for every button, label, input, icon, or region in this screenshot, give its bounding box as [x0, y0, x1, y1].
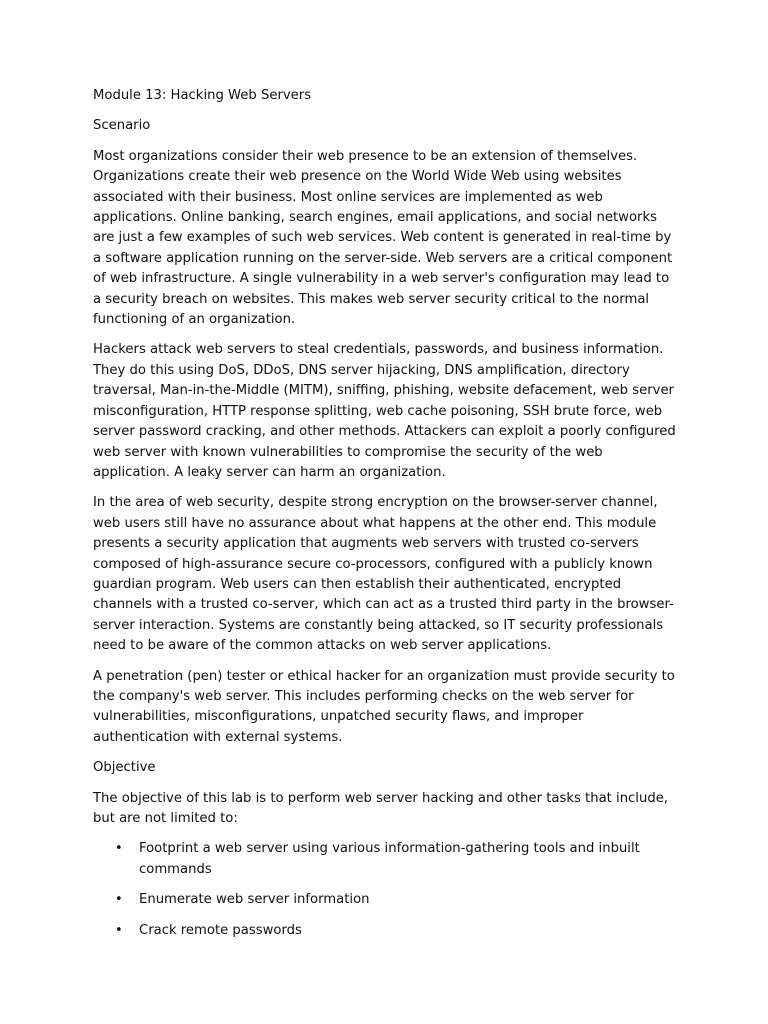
objective-intro: The objective of this lab is to perform web server hacking and other tasks that include, but are not limited to:: [93, 790, 669, 826]
list-item-text: Footprint a web server using various information-gathering tools and inbuilt commands: [139, 841, 640, 877]
objective-heading: Objective: [93, 760, 156, 776]
bullet-icon: •: [115, 922, 123, 938]
list-item: [93, 839, 678, 880]
list-item: [93, 890, 678, 910]
objective-list: [93, 839, 678, 941]
scenario-paragraph: Most organizations consider their web presence to be an extension of themselves. Organizations create their web presence on the World Wide Web using websites associated with their business. Most online services are implemented as web applications. Online banking, search engines, email applications, and social networks are just a few examples of such web services. Web content is generated in real-time by a software application running on the server-side. Web servers are a critical component of web infrastructure. A single vulnerability in a web server's configuration may lead to a security breach on websites. This makes web server security critical to the normal functioning of an organization.: [93, 148, 673, 328]
list-item: [93, 921, 678, 941]
module-title: Module 13: Hacking Web Servers: [93, 88, 312, 103]
scenario-paragraph: In the area of web security, despite strong encryption on the browser-server channel, web users still have no assurance about what happens at the other end. This module presents a security application that augments web servers with trusted co-servers composed of high-assurance secure co-processors, configured with a publicly known guardian program. Web users can then establish their authenticated, encrypted channels with a trusted co-server, which can act as a trusted third party in the browser-server interaction. Systems are constantly being attacked, so IT security professionals need to be aware of the common attacks on web server applications.: [93, 495, 674, 654]
scenario-heading: Scenario: [93, 118, 151, 134]
scenario-paragraph: A penetration (pen) tester or ethical hacker for an organization must provide security to the company's web server. This includes performing checks on the web server for vulnerabilities, misconfigurations, unpatched security flaws, and improper authentication with external systems.: [93, 668, 675, 745]
document-body: [93, 86, 678, 951]
scenario-paragraph: Hackers attack web servers to steal credentials, passwords, and business information. They do this using DoS, DDoS, DNS server hijacking, DNS amplification, directory traversal, Man-in-the-Middle (MITM), sniffing, phishing, website defacement, web server misconfiguration, HTTP response splitting, web cache poisoning, SSH brute force, web server password cracking, and other methods. Attackers can exploit a poorly configured web server with known vulnerabilities to compromise the security of the web application. A leaky server can harm an organization.: [93, 342, 676, 480]
list-item-text: Enumerate web server information: [139, 892, 370, 908]
list-item-text: Crack remote passwords: [139, 922, 302, 938]
bullet-icon: •: [115, 841, 123, 857]
bullet-icon: •: [115, 892, 123, 908]
